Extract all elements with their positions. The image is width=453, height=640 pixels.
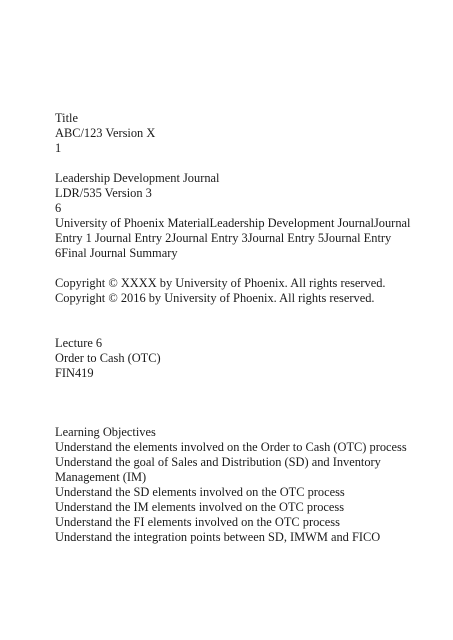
spacer [55, 261, 415, 276]
lecture-course: FIN419 [55, 366, 94, 380]
document-content [55, 111, 415, 545]
objective-item: Understand the SD elements involved on the OTC process [55, 485, 345, 499]
journal-title: Leadership Development Journal [55, 171, 220, 185]
header-number: 1 [55, 141, 62, 155]
spacer [55, 306, 415, 336]
objective-item: Understand the IM elements involved on the OTC process [55, 500, 345, 514]
header-course: ABC/123 Version X [55, 126, 156, 140]
journal-body: University of Phoenix MaterialLeadership Development JournalJournal Entry 1 Journal Entry 2Journal Entry 3Journal Entry 5Journal Entry 6Final Journal Summary [55, 216, 411, 260]
lecture-number: Lecture 6 [55, 336, 103, 350]
copyright-line-2: Copyright © 2016 by University of Phoenix. All rights reserved. [55, 291, 375, 305]
spacer [55, 381, 415, 425]
lecture-topic: Order to Cash (OTC) [55, 351, 161, 365]
objective-item: Understand the goal of Sales and Distribution (SD) and Inventory Management (IM) [55, 455, 381, 484]
spacer [55, 156, 415, 171]
journal-course: LDR/535 Version 3 [55, 186, 152, 200]
objective-item: Understand the elements involved on the Order to Cash (OTC) process [55, 440, 407, 454]
header-title: Title [55, 111, 78, 125]
journal-number: 6 [55, 201, 62, 215]
objective-item: Understand the FI elements involved on the OTC process [55, 515, 340, 529]
objective-item: Understand the integration points between SD, IMWM and FICO [55, 530, 381, 544]
objectives-heading: Learning Objectives [55, 425, 156, 439]
copyright-line-1: Copyright © XXXX by University of Phoenix. All rights reserved. [55, 276, 386, 290]
